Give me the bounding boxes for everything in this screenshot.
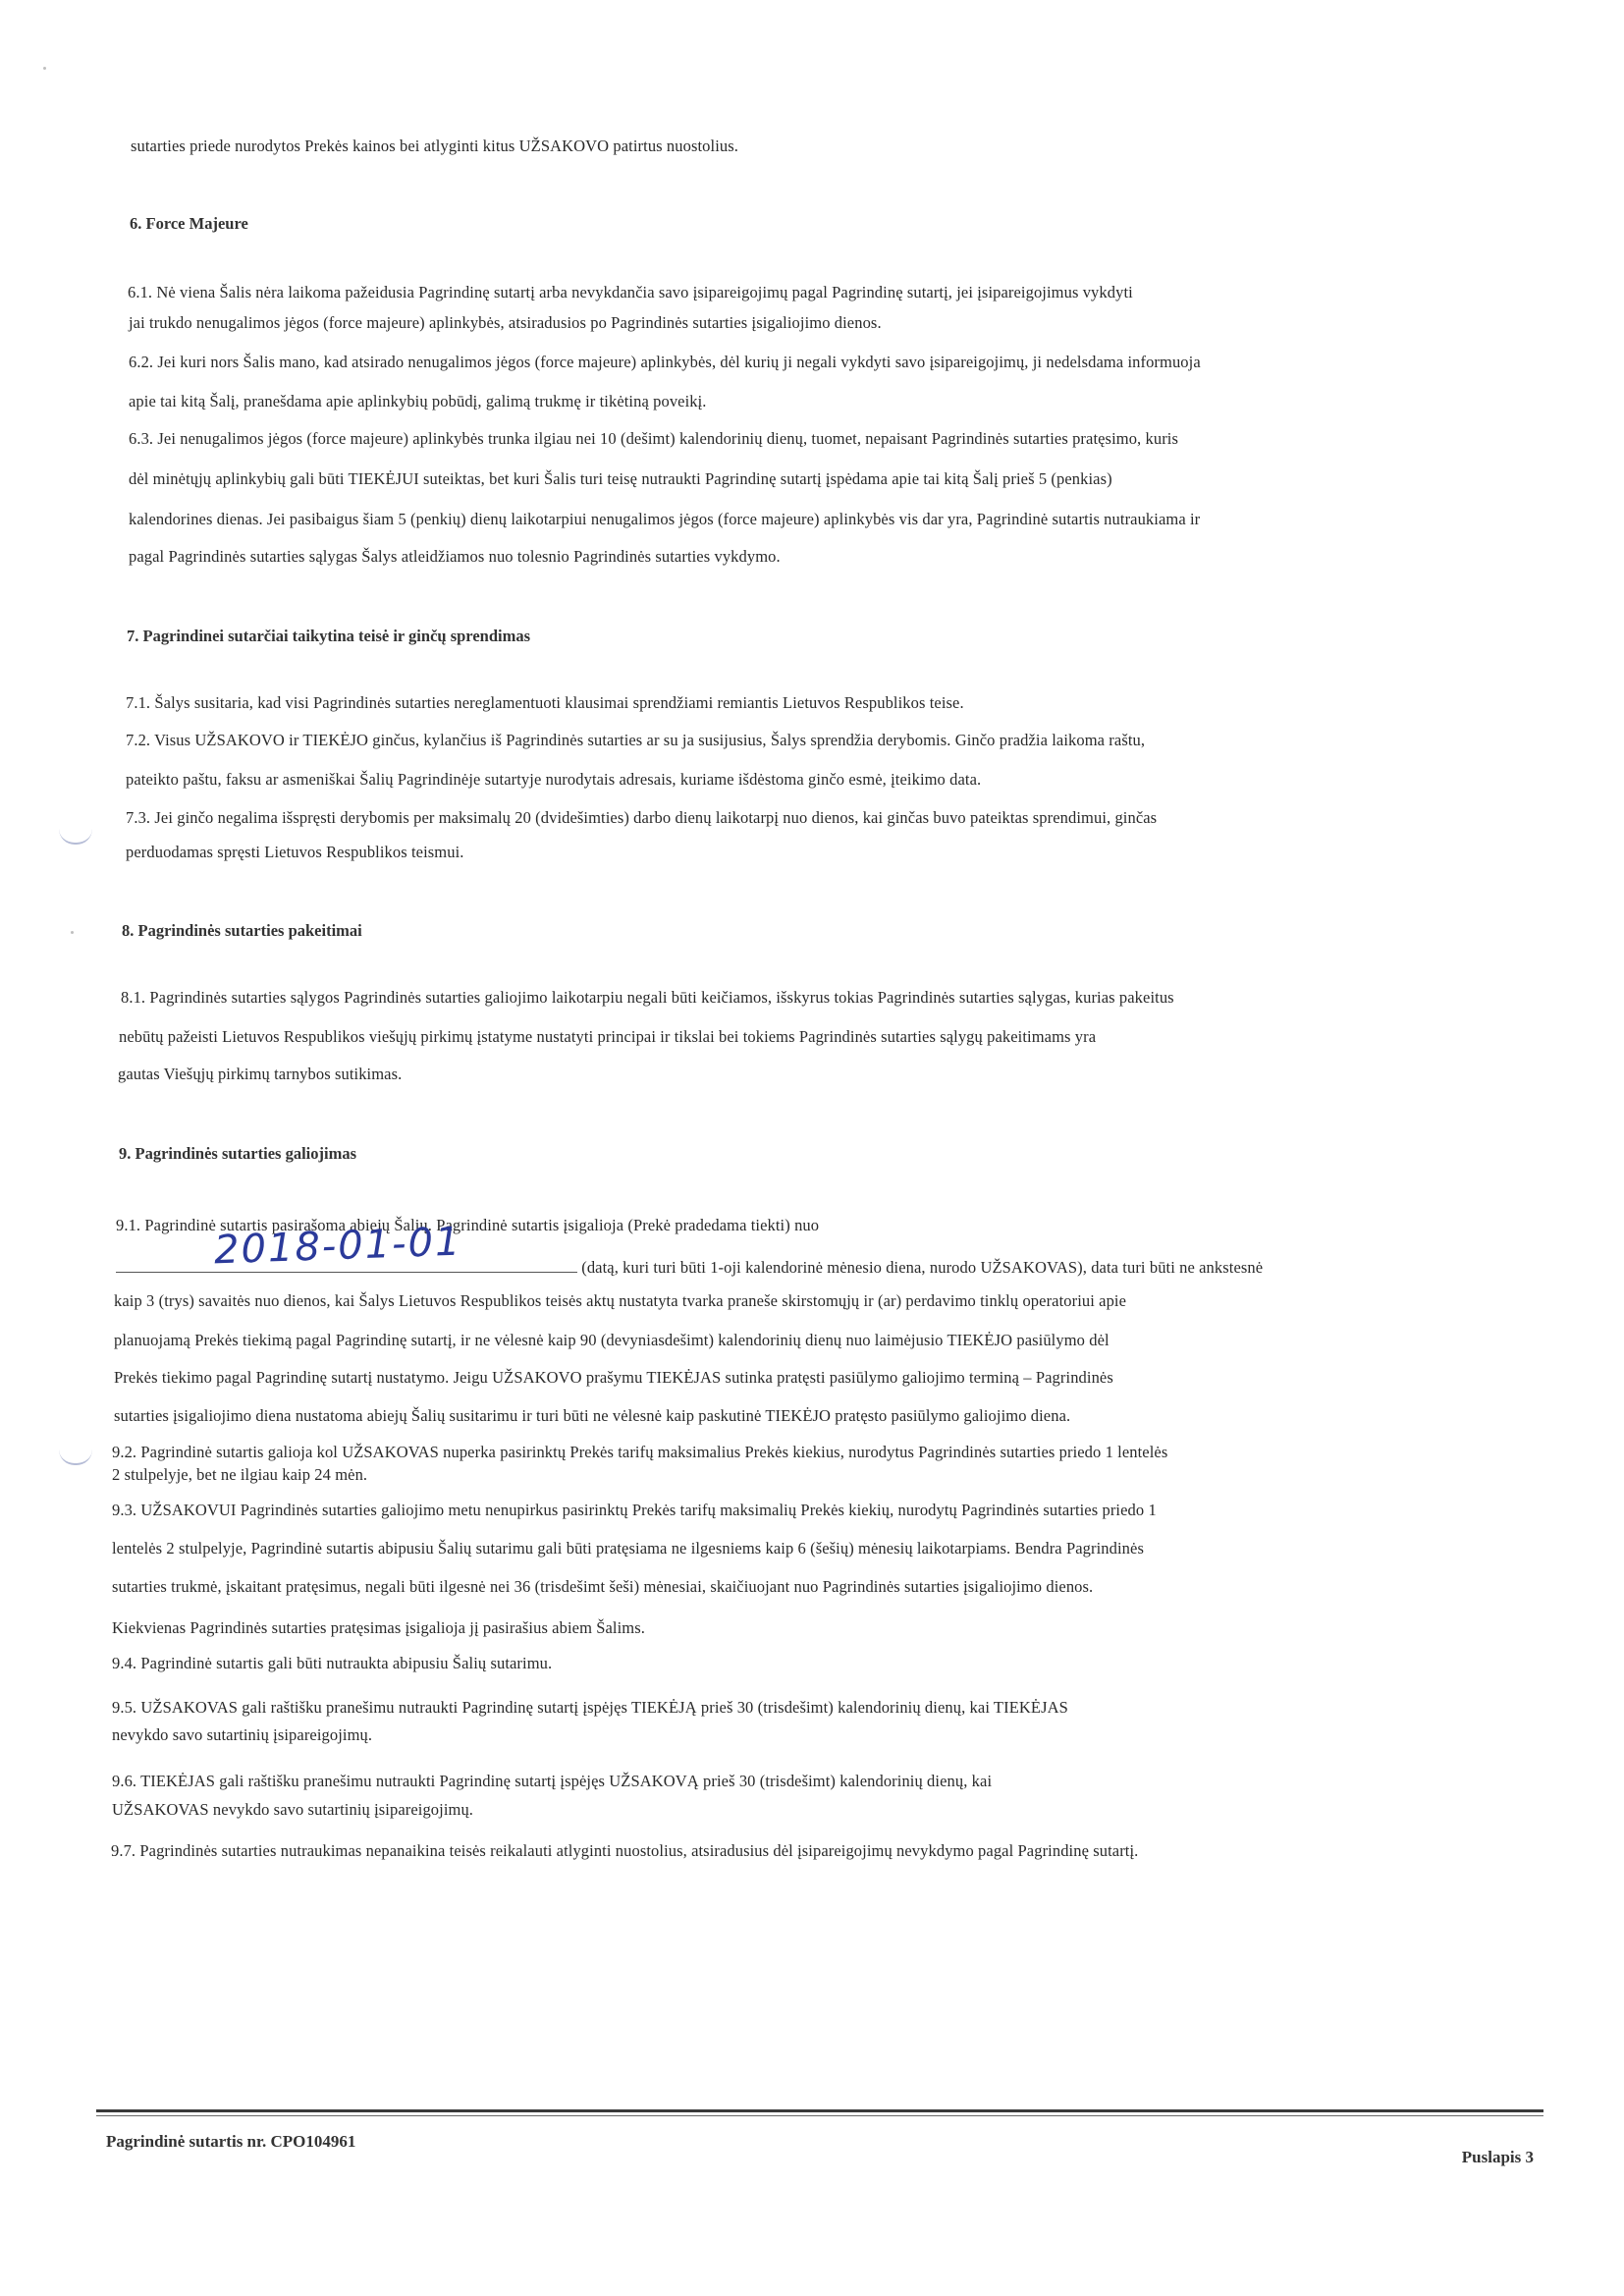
section-9-line: 9.4. Pagrindinė sutartis gali būti nutraukta abipusiu Šalių sutarimu. (112, 1654, 553, 1672)
section-6-line: 6.3. Jei nenugalimos jėgos (force majeure) aplinkybės trunka ilgiau nei 10 (dešimt) kalendorinių dienų, tuomet, nepaisant Pagrindinės sutarties pratęsimo, kuris (129, 429, 1178, 448)
scan-speck (71, 931, 74, 934)
section-9-line: 9.7. Pagrindinės sutarties nutraukimas nepanaikina teisės reikalauti atlyginti nuostolius, atsiradusius dėl įsipareigojimų nevykdymo pagal Pagrindinę sutartį. (111, 1841, 1139, 1860)
section-9-line: lentelės 2 stulpelyje, Pagrindinė sutartis abipusiu Šalių sutarimu gali būti pratęsiama ne ilgesniems kaip 6 (šešių) mėnesių laikotarpiams. Bendra Pagrindinės (112, 1539, 1144, 1558)
footer-page-number: Puslapis 3 (1461, 2148, 1534, 2166)
section-6-line: kalendorines dienas. Jei pasibaigus šiam 5 (penkių) dienų laikotarpiui nenugalimos jėgos (force majeure) aplinkybės vis dar yra, Pagrindinė sutartis nutraukiama ir (129, 510, 1201, 528)
section-9-line: kaip 3 (trys) savaitės nuo dienos, kai Šalys Lietuvos Respublikos teisės aktų nustatyta tvarka praneše skirstomųjų ir (ar) perdavimo tinklų operatoriui apie (114, 1291, 1127, 1310)
section-9-line: UŽSAKOVAS nevykdo savo sutartinių įsipareigojimų. (112, 1800, 474, 1819)
section-7-line: perduodamas spręsti Lietuvos Respublikos teismui. (126, 843, 464, 861)
section-6-heading: 6. Force Majeure (130, 214, 248, 233)
section-6-line: pagal Pagrindinės sutarties sąlygas Šalys atleidžiamos nuo tolesnio Pagrindinės sutarties vykdymo. (129, 547, 781, 566)
section-6-line: apie tai kitą Šalį, pranešdama apie aplinkybių pobūdį, galimą trukmę ir tikėtiną poveikį. (129, 392, 707, 410)
section-9-line: 9.2. Pagrindinė sutartis galioja kol UŽSAKOVAS nuperka pasirinktų Prekės tarifų maksimalius Prekės kiekius, nurodytus Pagrindinės sutarties priedo 1 lentelės (112, 1443, 1168, 1461)
section-9-line: Kiekvienas Pagrindinės sutarties pratęsimas įsigalioja jį pasirašius abiem Šalims. (112, 1618, 645, 1637)
section-9-line: sutarties įsigaliojimo diena nustatoma abiejų Šalių susitarimu ir turi būti ne vėlesnė kaip paskutinė TIEKĖJO pratęsto pasiūlymo galiojimo diena. (114, 1406, 1071, 1425)
section-7-line: 7.3. Jei ginčo negalima išspręsti derybomis per maksimalų 20 (dvidešimties) darbo dienų laikotarpį nuo dienos, kai ginčas buvo pateiktas sprendimui, ginčas (126, 808, 1158, 827)
handwritten-date: 2018-01-01 (213, 1219, 463, 1274)
section-9-line: (datą, kuri turi būti 1-oji kalendorinė mėnesio diena, nurodo UŽSAKOVAS), data turi būti ne ankstesnė (581, 1258, 1264, 1277)
section-7-line: 7.1. Šalys susitaria, kad visi Pagrindinės sutarties nereglamentuoti klausimai sprendžiami remiantis Lietuvos Respublikos teise. (126, 693, 964, 712)
scan-speck (43, 67, 46, 70)
section-9-line: sutarties trukmė, įskaitant pratęsimus, negali būti ilgesnė nei 36 (trisdešimt šeši) mėnesiai, skaičiuojant nuo Pagrindinės sutarties įsigaliojimo dienos. (112, 1577, 1094, 1596)
hole-punch-mark (59, 1449, 92, 1465)
footer-rule (96, 2109, 1543, 2112)
hole-punch-mark (59, 829, 92, 845)
section-8-line: gautas Viešųjų pirkimų tarnybos sutikimas. (118, 1065, 403, 1083)
section-9-line: 9.6. TIEKĖJAS gali raštišku pranešimu nutraukti Pagrindinę sutartį įspėjęs UŽSAKOVĄ prieš 30 (trisdešimt) kalendorinių dienų, kai (112, 1772, 993, 1790)
section-9-heading: 9. Pagrindinės sutarties galiojimas (119, 1144, 356, 1163)
section-8-line: 8.1. Pagrindinės sutarties sąlygos Pagrindinės sutarties galiojimo laikotarpiu negali būti keičiamos, išskyrus tokias Pagrindinės sutarties sąlygas, kurias pakeitus (121, 988, 1174, 1007)
section-8-heading: 8. Pagrindinės sutarties pakeitimai (122, 921, 362, 940)
section-9-line: nevykdo savo sutartinių įsipareigojimų. (112, 1725, 373, 1744)
section-6-line: dėl minėtųjų aplinkybių gali būti TIEKĖJUI suteiktas, bet kuri Šalis turi teisę nutraukti Pagrindinę sutartį įspėdama apie tai kitą Šalį prieš 5 (penkias) (129, 469, 1112, 488)
section-9-line: 2 stulpelyje, bet ne ilgiau kaip 24 mėn. (112, 1465, 368, 1484)
section-6-line: jai trukdo nenugalimos jėgos (force majeure) aplinkybės, atsiradusios po Pagrindinės sutarties įsigaliojimo dienos. (129, 313, 882, 332)
section-6-line: 6.1. Nė viena Šalis nėra laikoma pažeidusia Pagrindinę sutartį arba nevykdančia savo įsipareigojimų pagal Pagrindinę sutartį, jei įsipareigojimus vykdyti (128, 283, 1133, 301)
section-9-line: planuojamą Prekės tiekimą pagal Pagrindinę sutartį, ir ne vėlesnė kaip 90 (devyniasdešimt) kalendorinių dienų nuo laimėjusio TIEKĖJO pasiūlymo dėl (114, 1331, 1110, 1349)
section-7-heading: 7. Pagrindinei sutarčiai taikytina teisė ir ginčų sprendimas (127, 627, 530, 645)
footer-rule-thin (96, 2115, 1543, 2116)
section-9-line: Prekės tiekimo pagal Pagrindinę sutartį nustatymo. Jeigu UŽSAKOVO prašymu TIEKĖJAS sutinka pratęsti pasiūlymo galiojimo terminą – Pagrindinės (114, 1368, 1113, 1387)
section-9-line: 9.5. UŽSAKOVAS gali raštišku pranešimu nutraukti Pagrindinę sutartį įspėjęs TIEKĖJĄ prieš 30 (trisdešimt) kalendorinių dienų, kai TIEKĖJAS (112, 1698, 1068, 1717)
section-7-line: 7.2. Visus UŽSAKOVO ir TIEKĖJO ginčus, kylančius iš Pagrindinės sutarties ar su ja susijusius, Šalys sprendžia derybomis. Ginčo pradžia laikoma raštu, (126, 731, 1146, 749)
intro-line: sutarties priede nurodytos Prekės kainos bei atlyginti kitus UŽSAKOVO patirtus nuostolius. (131, 137, 738, 155)
section-8-line: nebūtų pažeisti Lietuvos Respublikos viešųjų pirkimų įstatyme nustatyti principai ir tikslai bei tokiems Pagrindinės sutarties sąlygų pakeitimams yra (119, 1027, 1097, 1046)
section-6-line: 6.2. Jei kuri nors Šalis mano, kad atsirado nenugalimos jėgos (force majeure) aplinkybės, dėl kurių ji negali vykdyti savo įsipareigojimų, ji nedelsdama informuoja (129, 353, 1201, 371)
section-9-line: 9.3. UŽSAKOVUI Pagrindinės sutarties galiojimo metu nenupirkus pasirinktų Prekės tarifų maksimalių Prekės kiekių, nurodytų Pagrindinės sutarties priedo 1 (112, 1501, 1157, 1519)
footer-contract-number: Pagrindinė sutartis nr. CPO104961 (106, 2132, 356, 2151)
section-7-line: pateikto paštu, faksu ar asmeniškai Šalių Pagrindinėje sutartyje nurodytais adresais, kuriame išdėstoma ginčo esmė, įteikimo data. (126, 770, 982, 789)
section-9-line: 9.1. Pagrindinė sutartis pasirašoma abiejų Šalių. Pagrindinė sutartis įsigalioja (Prekė pradedama tiekti) nuo (116, 1216, 820, 1234)
